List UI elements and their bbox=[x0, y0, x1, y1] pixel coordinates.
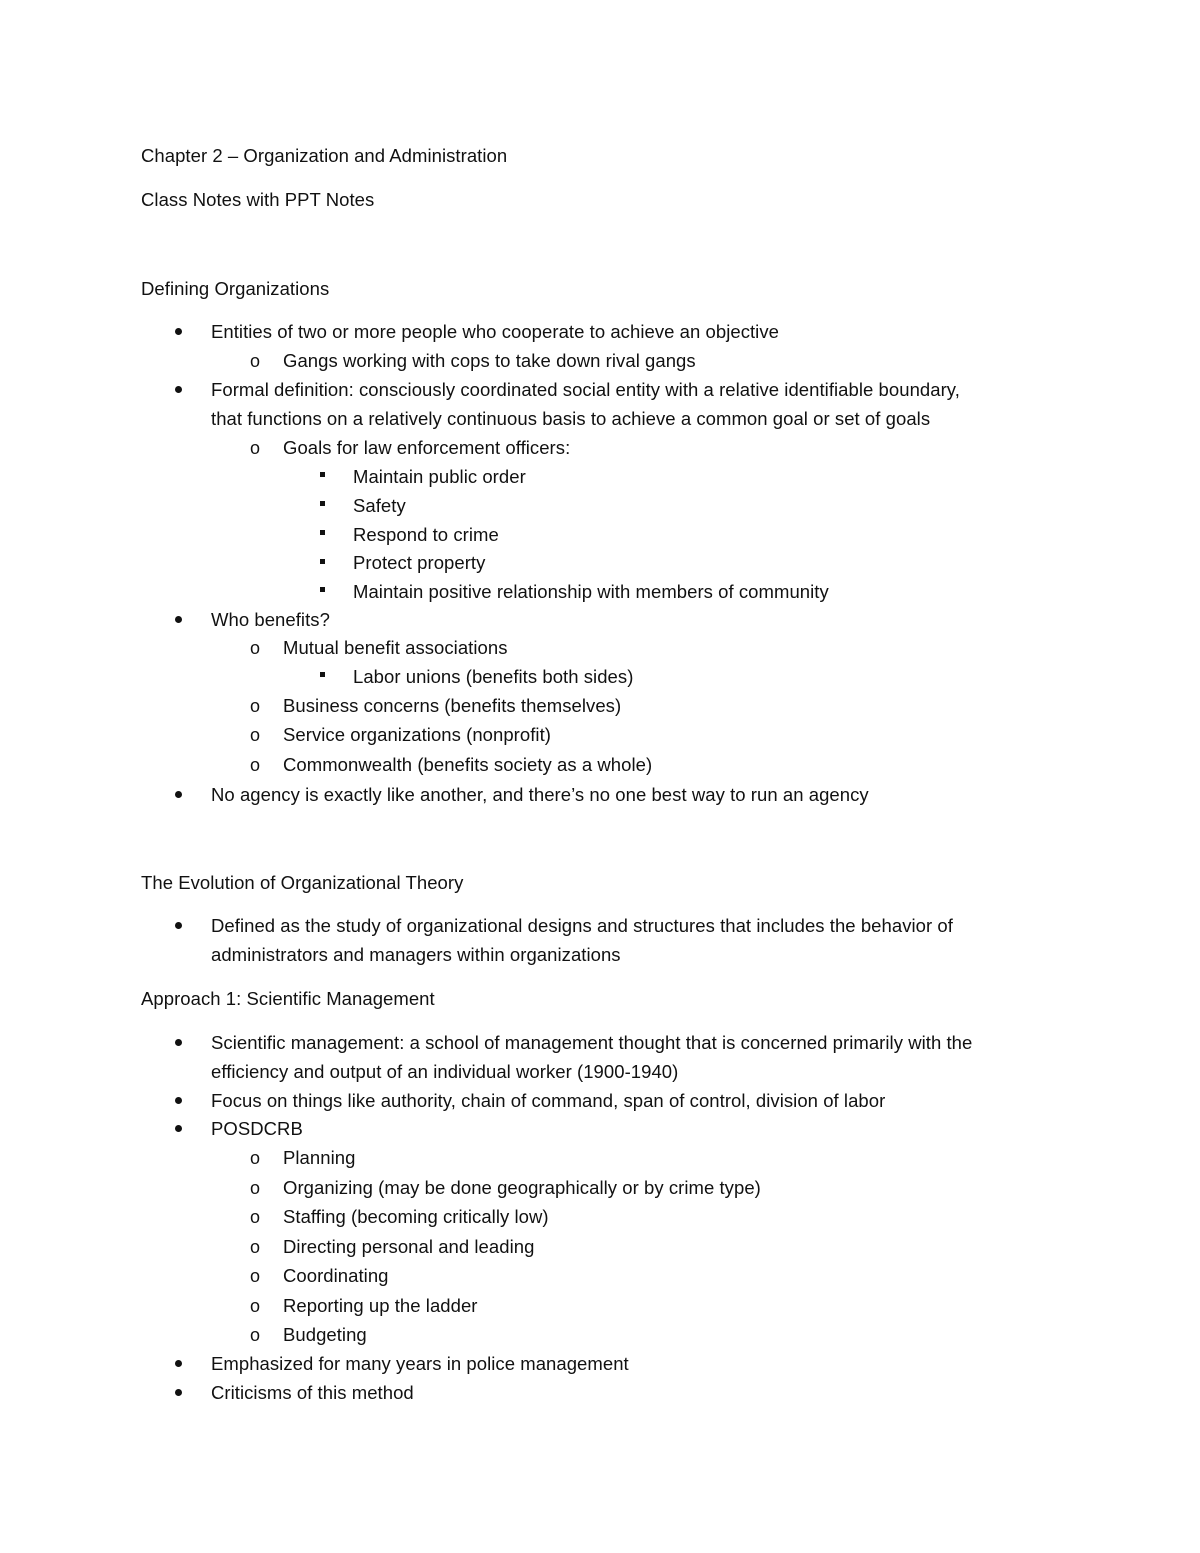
square-bullet-icon bbox=[320, 472, 325, 477]
list-item: Staffing (becoming critically low) bbox=[283, 1206, 549, 1227]
bullet-icon bbox=[175, 791, 182, 798]
list-item: Formal definition: consciously coordinated social entity with a relative identifiable boundary, bbox=[211, 379, 960, 400]
list-item: Directing personal and leading bbox=[283, 1236, 535, 1257]
list-item: Labor unions (benefits both sides) bbox=[353, 666, 634, 687]
page-title: Chapter 2 – Organization and Administration bbox=[141, 145, 508, 166]
bullet-icon bbox=[175, 1389, 182, 1396]
bullet-icon bbox=[175, 616, 182, 623]
section-heading-defining: Defining Organizations bbox=[141, 278, 330, 299]
list-item: Maintain public order bbox=[353, 466, 526, 487]
list-item: Safety bbox=[353, 495, 406, 516]
sub-bullet-icon: o bbox=[249, 1178, 260, 1198]
sub-bullet-icon: o bbox=[249, 725, 260, 745]
list-item-continuation: efficiency and output of an individual worker (1900-1940) bbox=[211, 1061, 679, 1082]
list-item: Business concerns (benefits themselves) bbox=[283, 695, 622, 716]
list-item: Budgeting bbox=[283, 1324, 367, 1345]
list-item: POSDCRB bbox=[211, 1118, 303, 1139]
list-item: Gangs working with cops to take down rival gangs bbox=[283, 350, 696, 371]
list-item-continuation: that functions on a relatively continuous basis to achieve a common goal or set of goals bbox=[211, 408, 931, 429]
bullet-icon bbox=[175, 386, 182, 393]
sub-bullet-icon: o bbox=[249, 755, 260, 775]
sub-bullet-icon: o bbox=[249, 1296, 260, 1316]
square-bullet-icon bbox=[320, 501, 325, 506]
list-item: Service organizations (nonprofit) bbox=[283, 724, 551, 745]
sub-bullet-icon: o bbox=[249, 1237, 260, 1257]
list-item: Protect property bbox=[353, 552, 486, 573]
sub-bullet-icon: o bbox=[249, 438, 260, 458]
sub-bullet-icon: o bbox=[249, 1148, 260, 1168]
bullet-icon bbox=[175, 1097, 182, 1104]
list-item: Criticisms of this method bbox=[211, 1382, 414, 1403]
page-subtitle: Class Notes with PPT Notes bbox=[141, 189, 375, 210]
bullet-icon bbox=[175, 328, 182, 335]
list-item: Planning bbox=[283, 1147, 356, 1168]
bullet-icon bbox=[175, 1360, 182, 1367]
list-item: Goals for law enforcement officers: bbox=[283, 437, 571, 458]
list-item: No agency is exactly like another, and there’s no one best way to run an agency bbox=[211, 784, 869, 805]
list-item: Defined as the study of organizational designs and structures that includes the behavior of bbox=[211, 915, 953, 936]
list-item: Emphasized for many years in police management bbox=[211, 1353, 629, 1374]
square-bullet-icon bbox=[320, 672, 325, 677]
list-item: Who benefits? bbox=[211, 609, 330, 630]
list-item: Entities of two or more people who cooperate to achieve an objective bbox=[211, 321, 779, 342]
square-bullet-icon bbox=[320, 587, 325, 592]
list-item: Mutual benefit associations bbox=[283, 637, 508, 658]
bullet-icon bbox=[175, 922, 182, 929]
sub-bullet-icon: o bbox=[249, 638, 260, 658]
list-item: Commonwealth (benefits society as a whole) bbox=[283, 754, 653, 775]
square-bullet-icon bbox=[320, 530, 325, 535]
sub-bullet-icon: o bbox=[249, 1266, 260, 1286]
list-item: Respond to crime bbox=[353, 524, 499, 545]
bullet-icon bbox=[175, 1039, 182, 1046]
list-item-continuation: administrators and managers within organizations bbox=[211, 944, 621, 965]
section-heading-approach1: Approach 1: Scientific Management bbox=[141, 988, 435, 1009]
section-heading-evolution: The Evolution of Organizational Theory bbox=[141, 872, 464, 893]
list-item: Maintain positive relationship with members of community bbox=[353, 581, 829, 602]
sub-bullet-icon: o bbox=[249, 1325, 260, 1345]
list-item: Organizing (may be done geographically or by crime type) bbox=[283, 1177, 761, 1198]
list-item: Coordinating bbox=[283, 1265, 389, 1286]
bullet-icon bbox=[175, 1125, 182, 1132]
square-bullet-icon bbox=[320, 559, 325, 564]
sub-bullet-icon: o bbox=[249, 1207, 260, 1227]
list-item: Reporting up the ladder bbox=[283, 1295, 478, 1316]
list-item: Focus on things like authority, chain of command, span of control, division of labor bbox=[211, 1090, 886, 1111]
sub-bullet-icon: o bbox=[249, 696, 260, 716]
list-item: Scientific management: a school of management thought that is concerned primarily with the bbox=[211, 1032, 973, 1053]
sub-bullet-icon: o bbox=[249, 351, 260, 371]
